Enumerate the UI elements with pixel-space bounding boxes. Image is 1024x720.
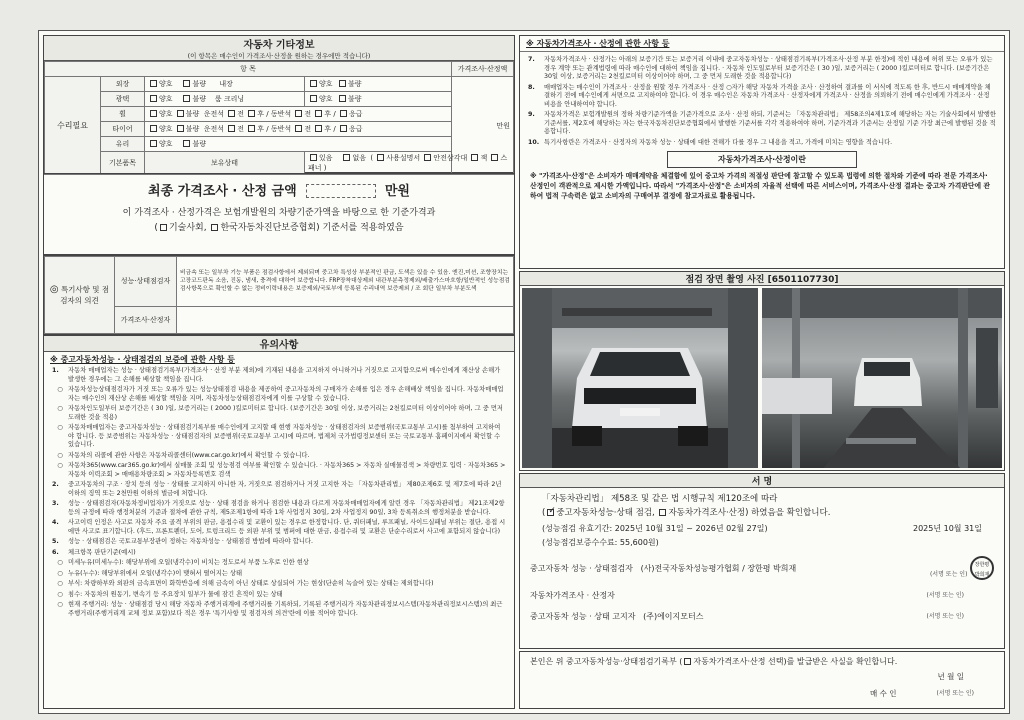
final-price-unit: 만원: [384, 184, 410, 199]
checkbox[interactable]: [295, 110, 302, 117]
checkbox[interactable]: [150, 110, 157, 117]
car-lift-image: [762, 288, 1002, 468]
seal-stamp: 장한평 박희재: [970, 556, 994, 580]
room-clean-options: 양호 불량: [305, 92, 452, 107]
def-title: 자동차가격조사·산정이란: [667, 151, 857, 168]
right-column: [519, 35, 1005, 709]
check-icon: ✓: [548, 506, 556, 516]
notice-list: [44, 367, 514, 618]
note-text: 자동차가격은 보험개발원의 정하 차량기준가액을 기준가격으로 조사 · 산정 하되, 기준서는 「자동차관리법」 제58조의4제1호에 해당하는 자는 기술사회에서 발행한 기준서를, 제2호에 해당하는 자는 한국자동차진단보증협회에서 발행한 기준서를 각각 적용하여야 하며, 기준가격과 기준서는 산정일 기준 가장 최근에 발행된 것을 적용합니다.: [544, 111, 996, 135]
note-item: [52, 367, 506, 384]
note-text: 자동차 매매업자는 성능 · 상태점검기록부(가격조사 · 산정 부분 제외)에 기재된 내용을 고지하지 아니하거나 거짓으로 고지함으로써 매수인에게 재산상 손해가 발생한 경우에는 그 손해를 배상할 책임을 집니다.: [68, 367, 501, 383]
notice-section: [43, 335, 515, 709]
checkbox[interactable]: [150, 125, 157, 132]
note-text: 중고자동차의 구조 · 장치 등의 성능 · 상태를 고지하지 아니한 자, 거짓으로 점검하거나 거짓 고지한 자는 「자동차관리법」 제80조제6호 및 제7호에 따라 2년 이하의 징역 또는 2천만원 이하의 벌금에 처합니다.: [68, 481, 502, 497]
note-number: 2.: [52, 481, 59, 488]
checkbox[interactable]: [177, 125, 184, 132]
validity-row: [520, 518, 1004, 534]
opinion-table: [44, 256, 514, 334]
checkbox[interactable]: [248, 110, 255, 117]
note-item: [52, 500, 506, 517]
photo-title: 점검 장면 촬영 사진 [6501107730]: [520, 272, 1004, 286]
col-item: 항 목: [45, 62, 452, 77]
price-notes-list: [520, 52, 1004, 147]
buyer-label: 매 수 인: [870, 689, 897, 698]
repair-label: 수리필요: [45, 77, 101, 175]
sign-validity: (성능점검 유효기간: 2025년 10월 31일 ~ 2026년 02월 27일): [542, 524, 768, 533]
note-number: ○: [57, 462, 63, 469]
final-price-input[interactable]: [306, 184, 376, 198]
note-number: 3.: [52, 500, 59, 507]
final-price-desc2: ( 기술사회, 한국자동차진단보증협회) 기준서를 적용하였음: [154, 223, 404, 233]
sign-options: ( ✓ 중고자동차성능·상태 점검, 자동차가격조사·산정) 하였음을 확인합니다.: [542, 506, 831, 518]
basic-options: 있음 없음 ( 사용설명서 안전삼각대 잭 스패너 ): [305, 152, 514, 175]
glass-options: 양호 불량: [145, 137, 452, 152]
document-sheet: [38, 30, 1010, 714]
buyer-sign[interactable]: (서명 또는 인): [936, 690, 974, 697]
note-item: [528, 56, 996, 82]
final-price-row: [44, 180, 514, 199]
checkbox[interactable]: [491, 154, 498, 161]
checkbox[interactable]: [183, 95, 190, 102]
receipt-section: [519, 651, 1005, 709]
inspector-label: 중고자동차 성능 · 상태점검자 (사)전국자동차성능평가협회 / 장한평 박희재: [530, 563, 797, 573]
photo-section: [519, 271, 1005, 471]
note-item: [52, 570, 506, 579]
checkbox[interactable]: [339, 80, 346, 87]
checkbox[interactable]: [248, 125, 255, 132]
note-number: 8.: [528, 83, 535, 91]
circle-icon: ◎: [49, 284, 59, 295]
signature-section: [519, 473, 1005, 649]
def-text: ※ "가격조사·산정"은 소비자가 매매계약을 체결함에 있어 중고차 가격의 적절성 판단에 참고할 수 있도록 법령에 의한 절차와 기준에 따라 전문 가격조사·산정인이 객관적으로 제시한 가액입니다. 따라서 "가격조사·산정"은 소비자의 자율적 선택에 따른 서비스이며, 가격조사·산정 결과는 중고차 가격판단에 관하여 법적 구속력은 없고 소비자의 구매여부 결정에 참고자료로 활용됩니다.: [530, 172, 990, 200]
note-number: ○: [57, 386, 63, 393]
checkbox[interactable]: [377, 154, 384, 161]
note-text: 특기사항란은 가격조사 · 산정자의 자동차 성능 · 상태에 대한 견해가 다를 경우 그 내용을 적고, 가격에 미치는 영향을 적습니다.: [544, 138, 893, 146]
checkbox[interactable]: [183, 140, 190, 147]
price-section-title: ※ 자동차가격조사 · 산정에 관한 사항 등: [520, 36, 1004, 52]
note-text: 자동차인도일부터 보증기간은 ( 30 )일, 보증거리는 ( 2000 )킬로미터로 합니다. (보증기간은 30일 이상, 보증거리는 2천킬로미터 이상이어야 하며, 그 중 먼저 도래한 것을 적용): [68, 405, 504, 421]
checkbox[interactable]: [150, 140, 157, 147]
price-unit: 만원: [452, 77, 514, 175]
note-number: 4.: [52, 519, 59, 526]
sign-law: 「자동차관리법」 제58조 및 같은 법 시행규칙 제120조에 따라: [542, 494, 778, 504]
note-text: 자동차성능상태점검자가 거짓 또는 오류가 있는 성능상태점검 내용을 제공하여 중고자동차의 구매자가 손해를 입은 경우 손해배상 책임을 집니다. 자동차매매업자는 매수인의 재산상 손해를 배상할 책임을 지며, 자동차성능상태점검자에게 이를 구상할 수 있습니다.: [68, 386, 504, 402]
row-gloss: 광택: [101, 92, 145, 107]
other-info-title: 자동차 기타정보: [44, 36, 514, 51]
note-number: ○: [57, 569, 63, 577]
note-number: ○: [57, 451, 63, 459]
note-number: ○: [57, 590, 63, 598]
checkbox[interactable]: [310, 95, 317, 102]
note-text: 자동차365(www.car365.go.kr)에서 실매물 조회 및 성능점검 여부를 확인할 수 있습니다. · 자동차365 > 자동차 실매물검색 > 차량번호 입력 · 자동차365 > 자동차 이력조회 > 매매용차량조회 > 자동차등록번호 검색: [68, 462, 506, 478]
checkbox[interactable]: [150, 80, 157, 87]
row-tire: 타이어: [101, 122, 145, 137]
checkbox[interactable]: [150, 95, 157, 102]
note-text: 미세누유(미세누수): 해당부위에 오일(냉각수)이 비치는 정도로서 부품 노후로 인한 현상: [68, 559, 309, 566]
checkbox[interactable]: [340, 125, 347, 132]
note-item: [528, 84, 996, 110]
checkbox[interactable]: [659, 509, 666, 516]
opinion-price-value[interactable]: [177, 306, 514, 333]
gloss-options: 양호 불량 룸 크리닝: [145, 92, 305, 107]
note-text: 성능 · 상태점검은 국토교통부장관이 정하는 자동차성능 · 상태점검 방법에 따라야 합니다.: [68, 538, 314, 545]
other-info-subtitle: (이 항목은 매수인이 가격조사·산정을 원하는 경우에만 적습니다): [44, 51, 514, 61]
opinion-section: [43, 255, 515, 335]
opinion-label: ◎ 특기사항 및 점검자의 의견: [45, 257, 115, 334]
checkbox[interactable]: [315, 110, 322, 117]
car-front-image: [522, 288, 758, 468]
note-text: 체크항목 판단기준(예시): [68, 548, 136, 556]
note-number: 6.: [52, 548, 59, 556]
note-item: [52, 386, 506, 403]
checkbox[interactable]: [684, 658, 691, 665]
notice-title: 유의사항: [44, 336, 514, 352]
inspector-row: [520, 556, 1004, 580]
basic-item: 보유상태: [145, 152, 305, 175]
note-text: 성능 · 상태점검자(자동차정비업자)가 거짓으로 성능 · 상태 점검을 하거나 점검한 내용과 다르게 자동차매매업자에게 알린 경우 「자동차관리법」 제21조제2항 등의 규정에 따라 행정처분의 기준과 절차에 관한 규칙, 제5조제1항에 따라 1차 사업정지 30일, 2차 사업정지 90일, 3차 등록취소의 행정처분을 받습니다.: [68, 500, 505, 516]
note-text: 누유(누수): 해당부위에서 오일(냉각수)이 맺혀서 떨어지는 상태: [68, 569, 243, 577]
note-text: 자동차매매업자는 중고자동차성능 · 상태점검기록부를 매수인에게 고지할 때 현행 자동차성능 · 상태점검자의 보증범위(국토교통부 고시)를 첨부하여 고지하여야 합니다. 등 보증범위는 자동차성능 · 상태점검자의 보증범위(국토교통부 고시)에 따르며, 법제처 국가법령정보센터 또는 국토교통부 홈페이지에서 확인할 수 있습니다.: [68, 424, 501, 448]
note-number: 5.: [52, 538, 59, 545]
note-text: 매매업자는 매수인이 가격조사 · 산정을 원할 경우 가격조사 · 산정 ○자가 해당 자동차 가격을 조사 · 산정하여 결과를 이 서식에 적도록 한 후, 반드시 매매계약을 체결하기 전에 매수인에게 서면으로 고지하여야 합니다. 이 경우 매수인은 자동차 가격조사 · 산정자에게 가격조사 · 산정을 의뢰하기 전에 매수인에게 가격조사 · 산정 비용을 안내하여야 합니다.: [544, 83, 991, 108]
note-number: 10.: [528, 138, 540, 146]
note-text: 자동차의 리콜에 관한 사항은 자동차리콜센터(www.car.go.kr)에서 확인할 수 있습니다.: [68, 451, 310, 459]
note-number: 9.: [528, 111, 535, 118]
note-item: [52, 601, 506, 618]
price-info-section: [519, 35, 1005, 269]
note-number: ○: [57, 601, 63, 608]
checkbox[interactable]: [315, 125, 322, 132]
row-glass: 유리: [101, 137, 145, 152]
tire-options: 양호 불량 운전석 전 후 / 동반석 전 후 / 응급: [145, 122, 452, 137]
checkbox[interactable]: [471, 154, 478, 161]
note-text: 현재 주행거리: 성능 · 상태점검 당시 해당 자동차 주행거리계에 주행거리를 기록하되, 기록된 주행거리가 자동차관리정보시스템(자동차관리정보시스템)의 최근 주행거리(주행거리계 교체 정보 포함)보다 적은 경우 '특기사항 및 점검자의 의견'란에 이를 적어야 합니다.: [68, 601, 503, 617]
col-price: 가격조사·산정액: [452, 62, 514, 77]
note-item: [52, 452, 506, 461]
photo-area: [522, 288, 1002, 468]
other-info-section: [43, 35, 515, 173]
note-item: [52, 591, 506, 600]
note-text: 침수: 자동차의 원동기, 변속기 등 주요장치 일부가 물에 잠긴 흔적이 있는 상태: [68, 590, 283, 598]
inspection-photo-front: [522, 288, 758, 468]
notifier-sign[interactable]: (서명 또는 인): [926, 613, 964, 620]
note-number: ○: [57, 405, 63, 412]
opinion-inspector-label: 성능·상태점검자: [115, 257, 177, 307]
checkbox[interactable]: [310, 154, 317, 161]
checkbox[interactable]: [343, 154, 350, 161]
row-wheel: 휠: [101, 107, 145, 122]
note-number: ○: [57, 580, 63, 587]
note-item: [528, 139, 996, 148]
note-text: 부식: 차량하부와 외판의 금속표면이 화학반응에 의해 금속이 아닌 상태로 상실되어 가는 현상(단순히 녹슬어 있는 상태는 제외합니다): [68, 580, 434, 587]
notice-section-title: ※ 중고자동차성능 · 상태점검의 보증에 관한 사항 등: [50, 355, 235, 364]
note-number: ○: [57, 424, 63, 431]
price-sign[interactable]: (서명 또는 인): [926, 592, 964, 599]
opinion-price-label: 가격조사·산정자: [115, 306, 177, 333]
note-number: 1.: [52, 367, 59, 374]
note-item: [52, 519, 506, 536]
checkbox[interactable]: [211, 224, 218, 231]
buyer-row: [520, 682, 1004, 699]
left-column: [43, 35, 515, 709]
notifier-label: 중고자동차 성능 · 상태 고지자 (주)에이지모터스: [530, 612, 704, 621]
checkbox[interactable]: [424, 154, 431, 161]
checkbox[interactable]: [340, 110, 347, 117]
receipt-text: 본인은 위 중고자동차성능·상태점검기록부 ( 자동차가격조사·산정 선택)를 발급받은 사실을 확인합니다.: [530, 657, 898, 666]
checkbox[interactable]: [228, 125, 235, 132]
interior-options: 양호 불량: [305, 77, 452, 92]
final-price-title: 최종 가격조사 · 산정 금액: [148, 184, 297, 199]
checkbox[interactable]: [339, 95, 346, 102]
note-item: [52, 462, 506, 479]
note-number: ○: [57, 559, 63, 566]
inspection-photo-lift: [762, 288, 1002, 468]
note-item: [52, 424, 506, 450]
final-price-desc1: 이 가격조사 · 산정가격은 보험개발원의 차량기준가액을 바탕으로 한 기준가격과: [122, 208, 436, 218]
checkbox[interactable]: [295, 125, 302, 132]
price-row: [520, 590, 1004, 601]
checkbox[interactable]: [177, 110, 184, 117]
note-item: [52, 405, 506, 422]
note-text: 사고이력 인정은 사고로 자동차 주요 골격 부위의 판금, 용접수리 및 교환이 있는 경우로 한정합니다. 단, 쿼터패널, 루프패널, 사이드실패널 부위는 절단, 용접 시에만 사고로 표기합니다. (후드, 프론트펜더, 도어, 트렁크리드 등 외판 부위 및 범퍼에 대한 판금, 용접수리 및 교환은 단순수리로서 사고에 포함되지 않습니다): [68, 519, 506, 535]
exterior-options: 양호 불량 내장: [145, 77, 305, 92]
receipt-date: 년 월 일: [937, 672, 964, 681]
note-item: [528, 111, 996, 137]
note-item: [52, 559, 506, 568]
checkbox[interactable]: [228, 110, 235, 117]
checkbox[interactable]: [310, 80, 317, 87]
note-number: 7.: [528, 56, 535, 63]
wheel-options: 양호 불량 운전석 전 후 / 동반석 전 후 / 응급: [145, 107, 452, 122]
checkbox[interactable]: [160, 224, 167, 231]
other-info-table: [44, 61, 514, 175]
note-item: [52, 481, 506, 498]
note-item: [52, 580, 506, 589]
note-item: [52, 549, 506, 558]
note-text: 자동차가격조사 · 산정가는 아래의 보증기간 또는 보증거리 이내에 중고자동차성능 · 상태점검기록부(가격조사·산정 부분 한정)에 적힌 내용에 허위 또는 오류가 있는 경우 계약 또는 관계법령에 따라 매수인에 대하여 책임을 집니다. · 자동차 인도일로부터 보증기간은 ( 30 )일, 보증거리는 ( 2000 )킬로미터로 합니다. (보증기간은 30일 이상, 보증거리는 2천킬로미터 이상이어야 하며, 그 중 먼저 도래한 것을 적용합니다): [544, 56, 993, 80]
checkbox-checked[interactable]: [547, 506, 556, 516]
notifier-row: [520, 611, 1004, 622]
sign-date: 2025년 10월 31일: [913, 524, 982, 533]
opinion-inspector-text: 비금속 또는 일부차 기능 부품은 점검사항에서 제외되며 중고차 특성상 부분적인 판금, 도색은 있을 수 있음. 엔진,미션, 조향장치는 고장코드판독 소음, 진동, 냄새, 충격에 대하여 보증합니다. FRP장착대상제외 내관부분측정제외/배출가스마흐항/일반적인 성능점검 검사항목으로 확인할 수 없는 정비이력내용은 보증제외/국토부에 등록된 수리내역 보증제외 / 조 회단 일부차 부분도색: [177, 257, 514, 307]
price-person-label: 자동차가격조사 · 산정자: [530, 591, 615, 600]
sign-fee: (성능점검보증수수료: 55,600원): [542, 538, 659, 547]
final-price-section: [43, 173, 515, 255]
basic-label: 기본품목: [101, 152, 145, 175]
inspector-sign[interactable]: (서명 또는 인) 장한평 박희재: [930, 556, 994, 580]
checkbox[interactable]: [183, 80, 190, 87]
row-exterior: 외장: [101, 77, 145, 92]
sign-title: 서 명: [520, 474, 1004, 488]
note-item: [52, 538, 506, 547]
